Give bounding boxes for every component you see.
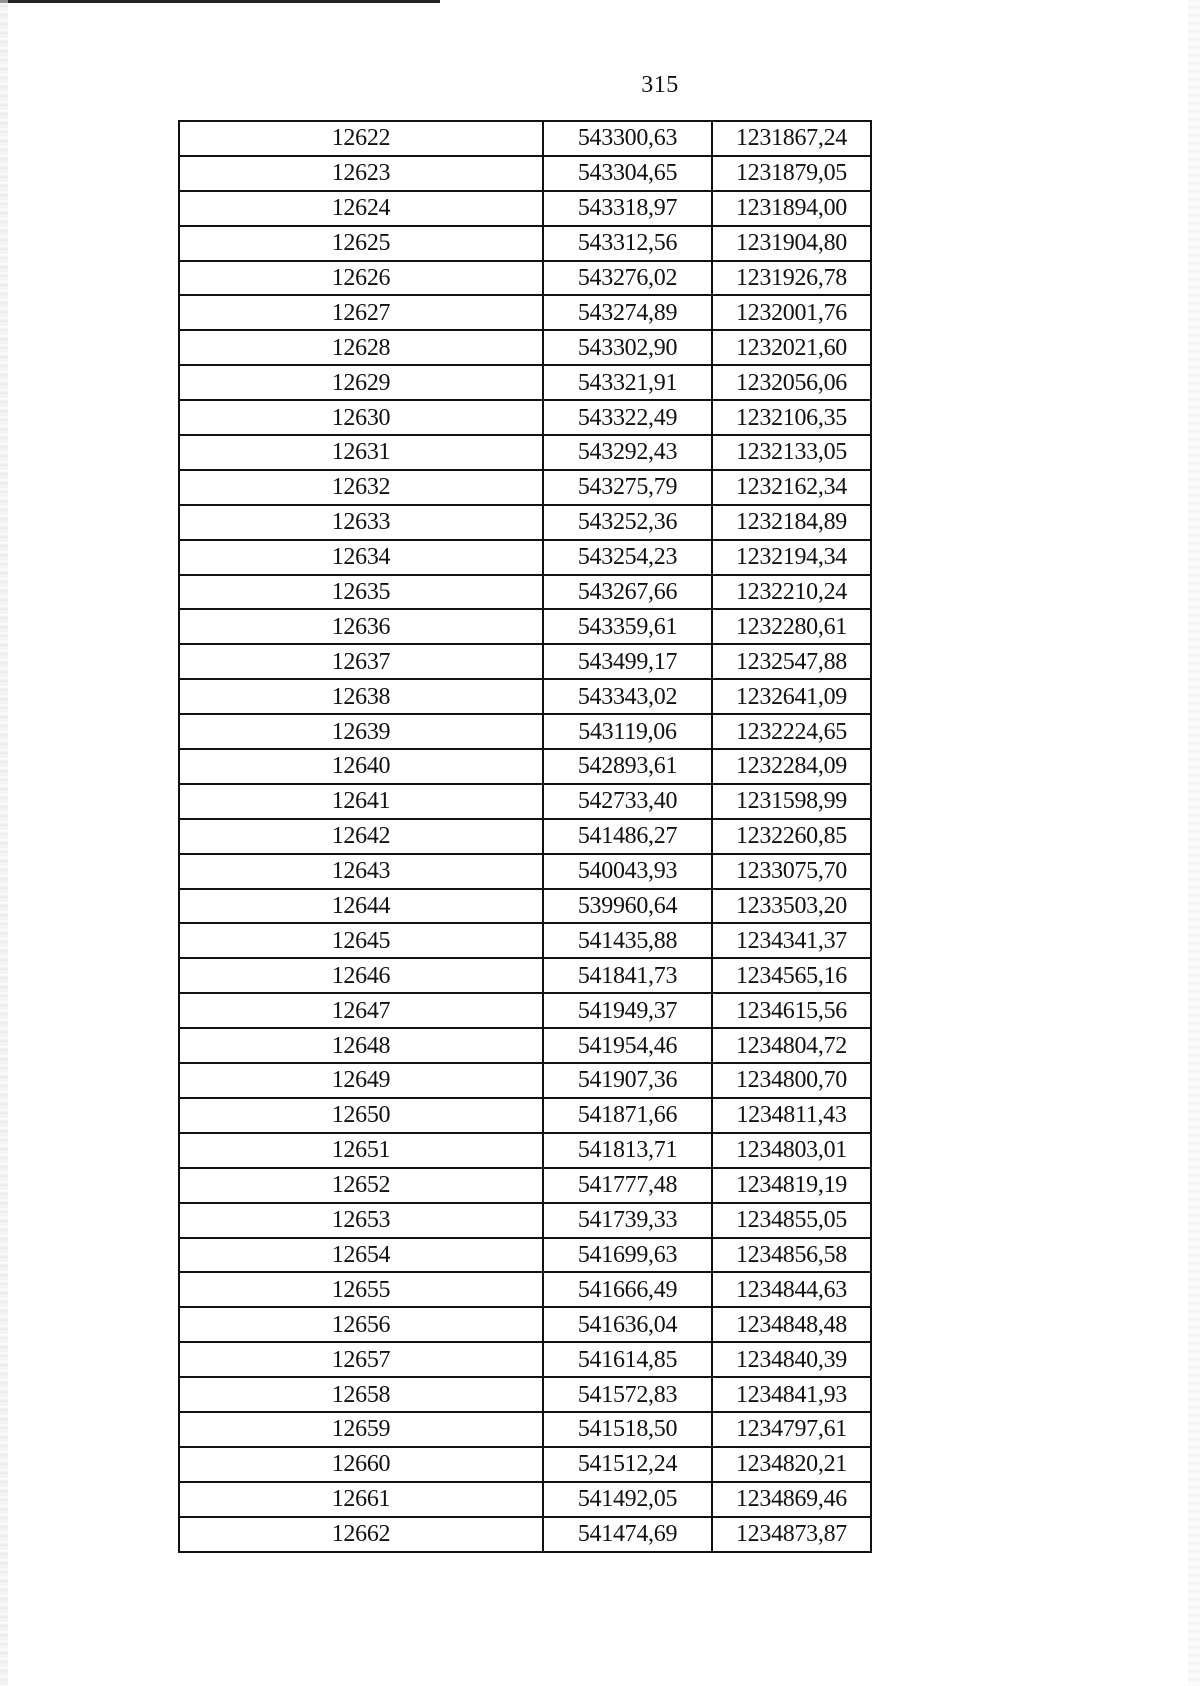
y-coordinate-cell: 1232001,76 <box>712 295 871 330</box>
point-number-cell: 12659 <box>179 1412 543 1447</box>
table-row <box>179 1482 871 1517</box>
point-number-cell: 12660 <box>179 1447 543 1482</box>
point-number-cell: 12650 <box>179 1098 543 1133</box>
table-row <box>179 575 871 610</box>
point-number-cell: 12624 <box>179 191 543 226</box>
y-coordinate-cell: 1234856,58 <box>712 1238 871 1273</box>
y-coordinate-cell: 1234848,48 <box>712 1307 871 1342</box>
point-number-cell: 12653 <box>179 1203 543 1238</box>
x-coordinate-cell: 541518,50 <box>543 1412 712 1447</box>
y-coordinate-cell: 1232194,34 <box>712 540 871 575</box>
y-coordinate-cell: 1234819,19 <box>712 1168 871 1203</box>
y-coordinate-cell: 1232184,89 <box>712 505 871 540</box>
table-row <box>179 191 871 226</box>
point-number-cell: 12634 <box>179 540 543 575</box>
y-coordinate-cell: 1234803,01 <box>712 1133 871 1168</box>
table-row <box>179 1028 871 1063</box>
x-coordinate-cell: 541699,63 <box>543 1238 712 1273</box>
table-body <box>179 121 871 1552</box>
x-coordinate-cell: 541871,66 <box>543 1098 712 1133</box>
point-number-cell: 12640 <box>179 749 543 784</box>
x-coordinate-cell: 541636,04 <box>543 1307 712 1342</box>
point-number-cell: 12649 <box>179 1063 543 1098</box>
table-row <box>179 1517 871 1552</box>
point-number-cell: 12625 <box>179 226 543 261</box>
point-number-cell: 12637 <box>179 644 543 679</box>
point-number-cell: 12628 <box>179 330 543 365</box>
point-number-cell: 12622 <box>179 121 543 156</box>
right-scan-edge <box>1188 0 1200 1686</box>
x-coordinate-cell: 543359,61 <box>543 609 712 644</box>
x-coordinate-cell: 543276,02 <box>543 261 712 296</box>
x-coordinate-cell: 541954,46 <box>543 1028 712 1063</box>
table-row <box>179 1133 871 1168</box>
point-number-cell: 12641 <box>179 784 543 819</box>
x-coordinate-cell: 543302,90 <box>543 330 712 365</box>
table-row <box>179 295 871 330</box>
table-row <box>179 923 871 958</box>
table-row <box>179 156 871 191</box>
table-row <box>179 121 871 156</box>
point-number-cell: 12652 <box>179 1168 543 1203</box>
y-coordinate-cell: 1234615,56 <box>712 993 871 1028</box>
point-number-cell: 12633 <box>179 505 543 540</box>
point-number-cell: 12648 <box>179 1028 543 1063</box>
x-coordinate-cell: 541949,37 <box>543 993 712 1028</box>
table-row <box>179 261 871 296</box>
x-coordinate-cell: 543343,02 <box>543 679 712 714</box>
y-coordinate-cell: 1234855,05 <box>712 1203 871 1238</box>
y-coordinate-cell: 1232280,61 <box>712 609 871 644</box>
y-coordinate-cell: 1234800,70 <box>712 1063 871 1098</box>
table-row <box>179 470 871 505</box>
y-coordinate-cell: 1234565,16 <box>712 958 871 993</box>
x-coordinate-cell: 542733,40 <box>543 784 712 819</box>
table-row <box>179 540 871 575</box>
table-row <box>179 1342 871 1377</box>
y-coordinate-cell: 1231904,80 <box>712 226 871 261</box>
table-row <box>179 1098 871 1133</box>
x-coordinate-cell: 541777,48 <box>543 1168 712 1203</box>
x-coordinate-cell: 541739,33 <box>543 1203 712 1238</box>
left-scan-edge <box>0 0 8 1686</box>
y-coordinate-cell: 1232162,34 <box>712 470 871 505</box>
table-row <box>179 958 871 993</box>
y-coordinate-cell: 1234341,37 <box>712 923 871 958</box>
point-number-cell: 12644 <box>179 889 543 924</box>
table-row <box>179 435 871 470</box>
table-row <box>179 644 871 679</box>
x-coordinate-cell: 543267,66 <box>543 575 712 610</box>
point-number-cell: 12643 <box>179 854 543 889</box>
point-number-cell: 12661 <box>179 1482 543 1517</box>
y-coordinate-cell: 1234844,63 <box>712 1272 871 1307</box>
point-number-cell: 12646 <box>179 958 543 993</box>
table-row <box>179 749 871 784</box>
y-coordinate-cell: 1232133,05 <box>712 435 871 470</box>
y-coordinate-cell: 1232106,35 <box>712 400 871 435</box>
x-coordinate-cell: 541572,83 <box>543 1377 712 1412</box>
table-row <box>179 330 871 365</box>
point-number-cell: 12658 <box>179 1377 543 1412</box>
table-row <box>179 993 871 1028</box>
table-row <box>179 1377 871 1412</box>
y-coordinate-cell: 1232056,06 <box>712 365 871 400</box>
point-number-cell: 12632 <box>179 470 543 505</box>
x-coordinate-cell: 540043,93 <box>543 854 712 889</box>
table-row <box>179 889 871 924</box>
x-coordinate-cell: 543275,79 <box>543 470 712 505</box>
x-coordinate-cell: 541512,24 <box>543 1447 712 1482</box>
table-row <box>179 1063 871 1098</box>
x-coordinate-cell: 543321,91 <box>543 365 712 400</box>
point-number-cell: 12636 <box>179 609 543 644</box>
x-coordinate-cell: 543119,06 <box>543 714 712 749</box>
x-coordinate-cell: 541486,27 <box>543 819 712 854</box>
table-row <box>179 1412 871 1447</box>
point-number-cell: 12657 <box>179 1342 543 1377</box>
table-row <box>179 609 871 644</box>
point-number-cell: 12656 <box>179 1307 543 1342</box>
point-number-cell: 12626 <box>179 261 543 296</box>
x-coordinate-cell: 543254,23 <box>543 540 712 575</box>
y-coordinate-cell: 1231879,05 <box>712 156 871 191</box>
point-number-cell: 12629 <box>179 365 543 400</box>
y-coordinate-cell: 1234873,87 <box>712 1517 871 1552</box>
top-scan-rule <box>0 0 440 3</box>
point-number-cell: 12654 <box>179 1238 543 1273</box>
table-row <box>179 714 871 749</box>
y-coordinate-cell: 1232021,60 <box>712 330 871 365</box>
table-row <box>179 226 871 261</box>
point-number-cell: 12630 <box>179 400 543 435</box>
table-row <box>179 1447 871 1482</box>
x-coordinate-cell: 543252,36 <box>543 505 712 540</box>
x-coordinate-cell: 541614,85 <box>543 1342 712 1377</box>
point-number-cell: 12651 <box>179 1133 543 1168</box>
point-number-cell: 12655 <box>179 1272 543 1307</box>
y-coordinate-cell: 1234841,93 <box>712 1377 871 1412</box>
x-coordinate-cell: 541813,71 <box>543 1133 712 1168</box>
y-coordinate-cell: 1234797,61 <box>712 1412 871 1447</box>
table-row <box>179 1307 871 1342</box>
x-coordinate-cell: 542893,61 <box>543 749 712 784</box>
x-coordinate-cell: 541435,88 <box>543 923 712 958</box>
table-row <box>179 854 871 889</box>
x-coordinate-cell: 543312,56 <box>543 226 712 261</box>
x-coordinate-cell: 543304,65 <box>543 156 712 191</box>
table-row <box>179 679 871 714</box>
y-coordinate-cell: 1232641,09 <box>712 679 871 714</box>
y-coordinate-cell: 1232260,85 <box>712 819 871 854</box>
y-coordinate-cell: 1233075,70 <box>712 854 871 889</box>
y-coordinate-cell: 1231894,00 <box>712 191 871 226</box>
x-coordinate-cell: 543274,89 <box>543 295 712 330</box>
table-row <box>179 505 871 540</box>
point-number-cell: 12631 <box>179 435 543 470</box>
x-coordinate-cell: 541841,73 <box>543 958 712 993</box>
x-coordinate-cell: 543318,97 <box>543 191 712 226</box>
coordinates-table-container <box>178 120 872 1553</box>
y-coordinate-cell: 1233503,20 <box>712 889 871 924</box>
point-number-cell: 12645 <box>179 923 543 958</box>
table-row <box>179 1238 871 1273</box>
y-coordinate-cell: 1232224,65 <box>712 714 871 749</box>
y-coordinate-cell: 1231926,78 <box>712 261 871 296</box>
x-coordinate-cell: 543322,49 <box>543 400 712 435</box>
x-coordinate-cell: 541474,69 <box>543 1517 712 1552</box>
point-number-cell: 12639 <box>179 714 543 749</box>
point-number-cell: 12647 <box>179 993 543 1028</box>
table-row <box>179 784 871 819</box>
x-coordinate-cell: 541907,36 <box>543 1063 712 1098</box>
table-row <box>179 1272 871 1307</box>
x-coordinate-cell: 541666,49 <box>543 1272 712 1307</box>
y-coordinate-cell: 1234820,21 <box>712 1447 871 1482</box>
table-row <box>179 400 871 435</box>
coordinates-table <box>178 120 872 1553</box>
point-number-cell: 12662 <box>179 1517 543 1552</box>
point-number-cell: 12638 <box>179 679 543 714</box>
x-coordinate-cell: 543499,17 <box>543 644 712 679</box>
table-row <box>179 1168 871 1203</box>
y-coordinate-cell: 1232284,09 <box>712 749 871 784</box>
table-row <box>179 1203 871 1238</box>
y-coordinate-cell: 1234804,72 <box>712 1028 871 1063</box>
x-coordinate-cell: 543292,43 <box>543 435 712 470</box>
table-row <box>179 365 871 400</box>
x-coordinate-cell: 539960,64 <box>543 889 712 924</box>
y-coordinate-cell: 1231867,24 <box>712 121 871 156</box>
y-coordinate-cell: 1232547,88 <box>712 644 871 679</box>
x-coordinate-cell: 541492,05 <box>543 1482 712 1517</box>
point-number-cell: 12623 <box>179 156 543 191</box>
y-coordinate-cell: 1234811,43 <box>712 1098 871 1133</box>
y-coordinate-cell: 1232210,24 <box>712 575 871 610</box>
point-number-cell: 12642 <box>179 819 543 854</box>
y-coordinate-cell: 1234840,39 <box>712 1342 871 1377</box>
x-coordinate-cell: 543300,63 <box>543 121 712 156</box>
page-number: 315 <box>641 72 679 98</box>
y-coordinate-cell: 1234869,46 <box>712 1482 871 1517</box>
table-row <box>179 819 871 854</box>
point-number-cell: 12635 <box>179 575 543 610</box>
point-number-cell: 12627 <box>179 295 543 330</box>
y-coordinate-cell: 1231598,99 <box>712 784 871 819</box>
